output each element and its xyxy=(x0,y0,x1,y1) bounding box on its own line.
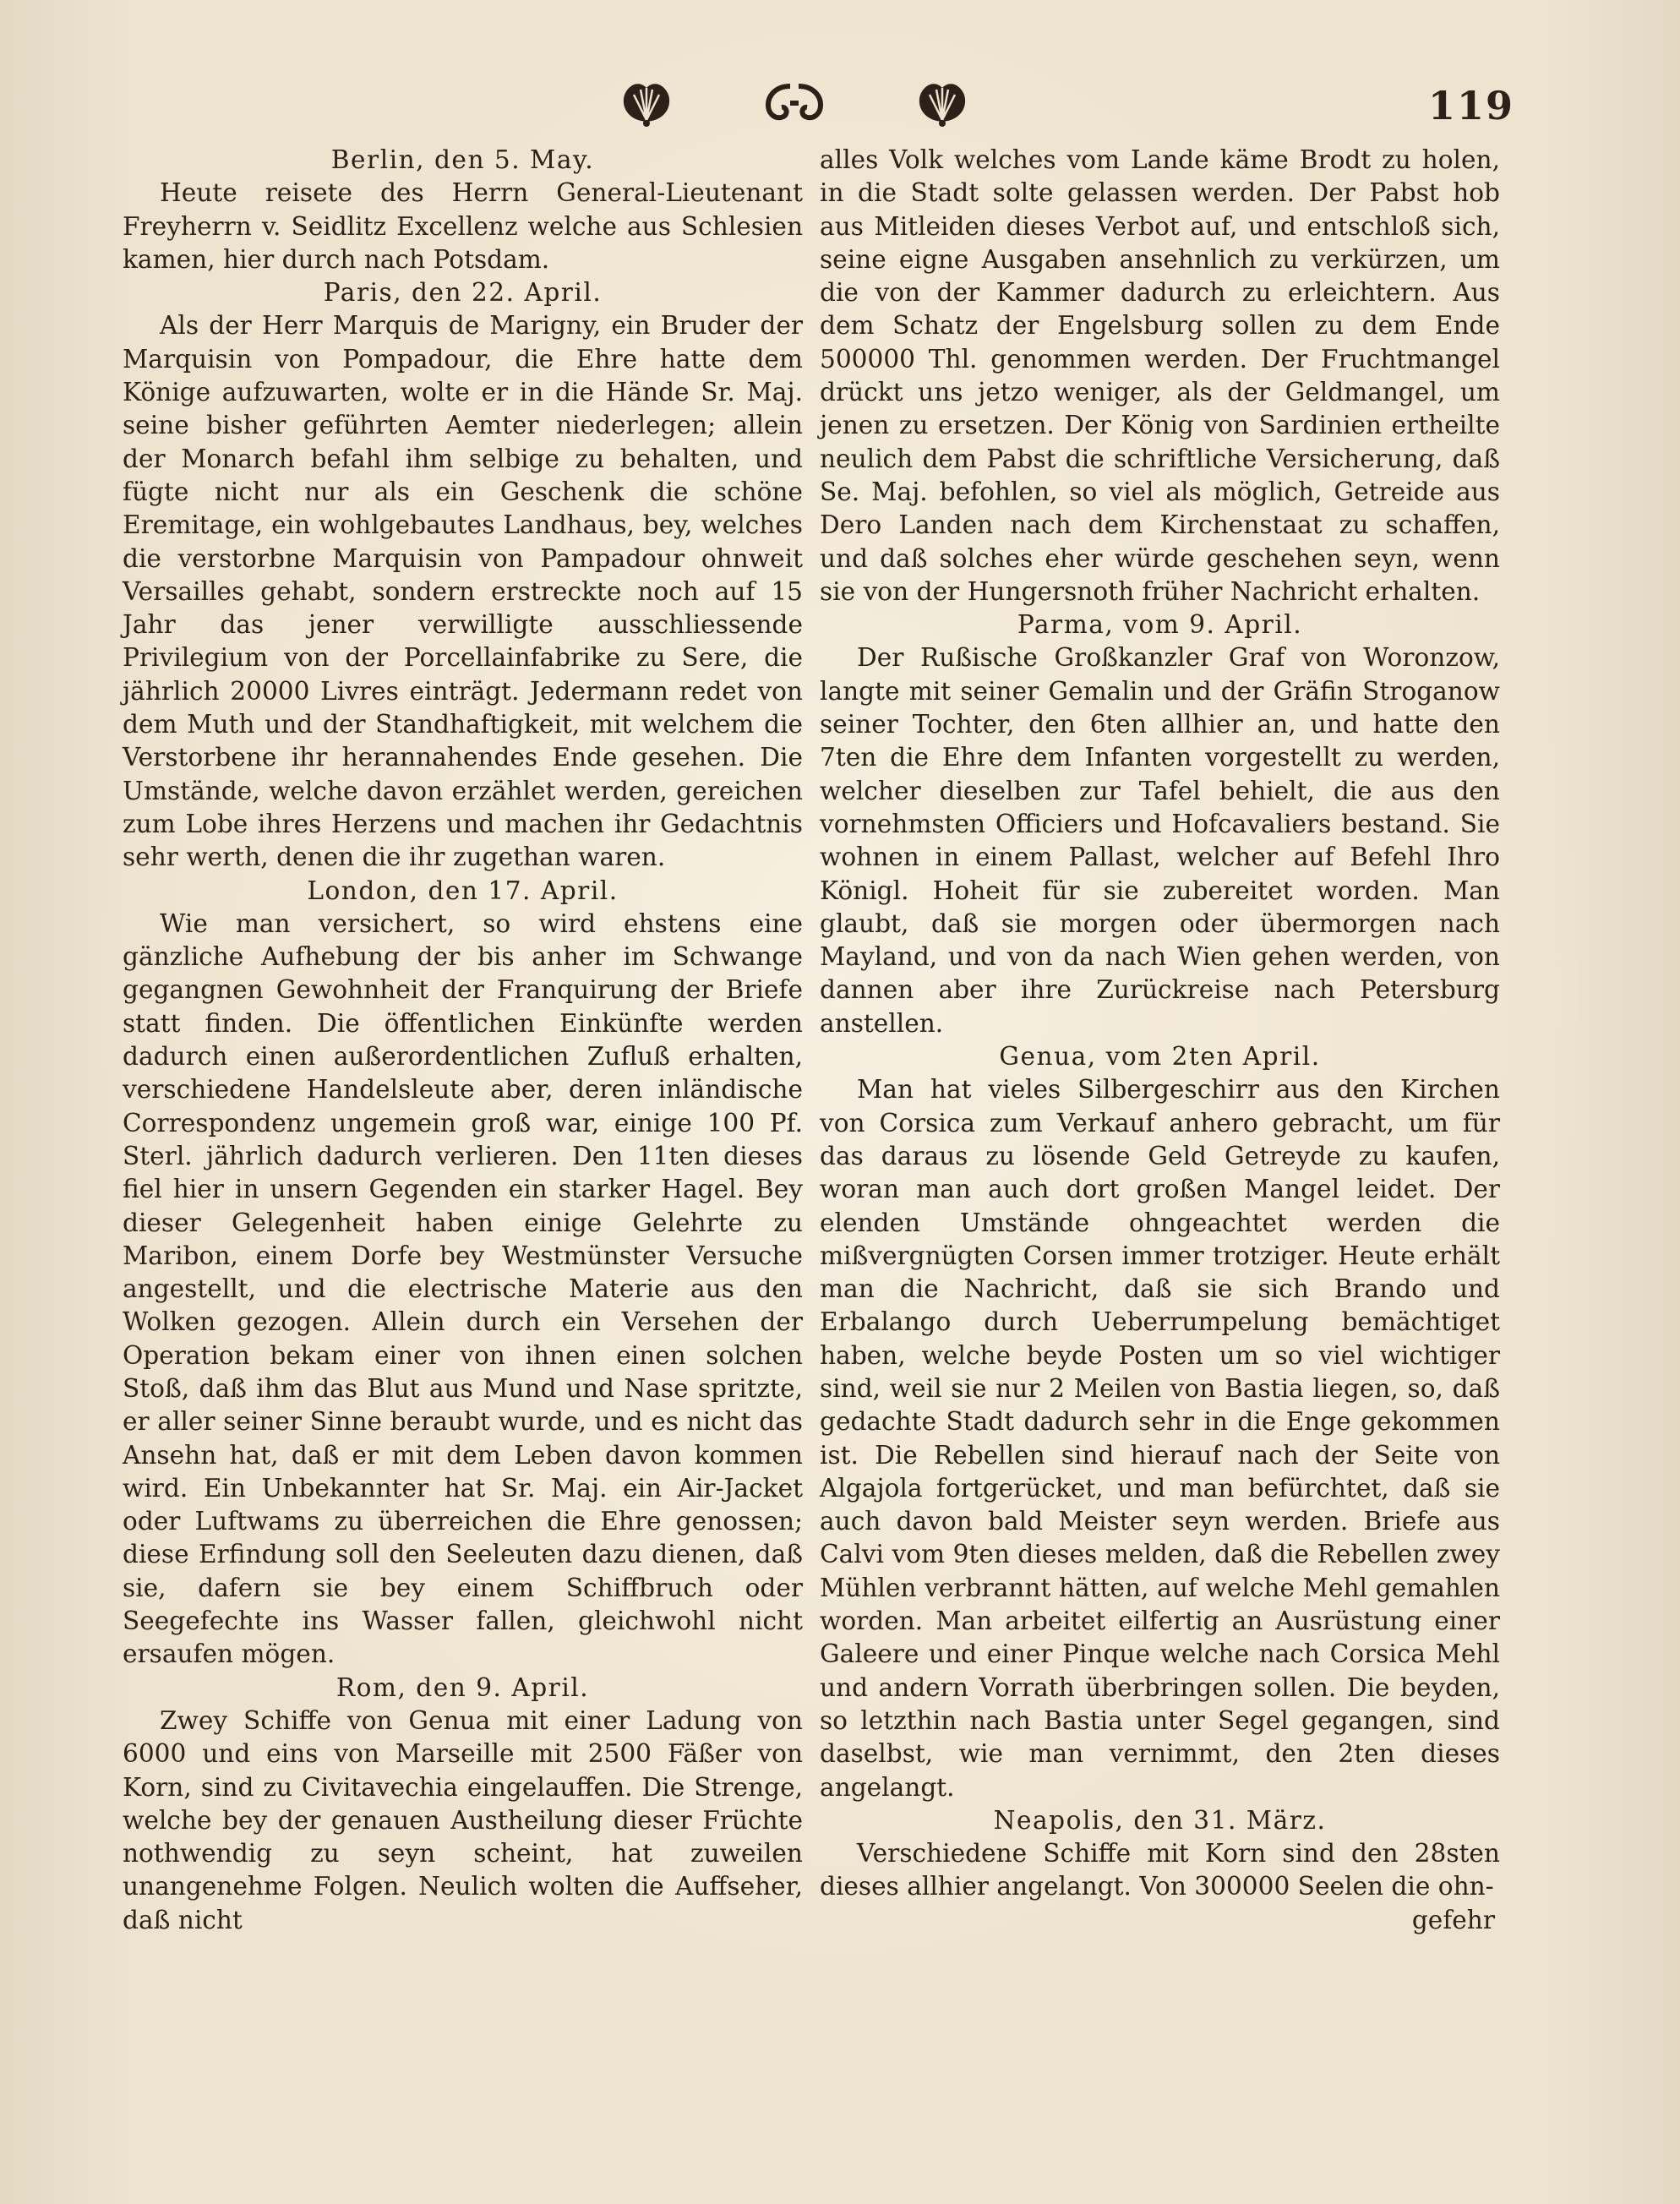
dateline-london: London, den 17. April. xyxy=(307,876,619,905)
article-paris: Als der Herr Marquis de Marigny, ein Bruder der Marquisin von Pompadour, die Ehre hatte dem Könige aufzuwarten, wolte er in die Hände Sr. Maj. seine bisher geführten Aemter niederlegen; allein der Monarch befahl ihm selbige zu behalten, und fügte nicht nur als ein Geschenk die schöne Eremitage, ein wohlgebautes Landhaus, bey, welches die verstorbne Marquisin von Pampadour ohnweit Versailles gehabt, sondern erstreckte noch auf 15 Jahr das jener verwilligte ausschliessende Privilegium von der Porcellainfabrike zu Sere, die jährlich 20000 Livres einträgt. Jedermann redet von dem Muth und der Standhaftigkeit, mit welchem die Verstorbene ihr herannahendes Ende gesehen. Die Umstände, welche davon erzählet werden, gereichen zum Lobe ihres Herzens und machen ihr Gedachtnis sehr werth, denen die ihr zugethan waren. xyxy=(123,311,803,872)
scroll-ornament-icon xyxy=(756,78,832,128)
article-rom-continued: alles Volk welches vom Lande käme Brodt zu holen, in die Stadt solte gelassen werden. Der Pabst hob aus Mitleiden dieses Verbot auf, und entschloß sich, seine eigne Ausgaben ansehnlich zu verkürzen, um die von der Kammer dadurch zu erleichtern. Aus dem Schatz der Engelsburg sollen zu dem Ende 500000 Thl. genommen werden. Der Fruchtmangel drückt uns jetzo weniger, als der Geldmangel, um jenen zu ersetzen. Der König von Sardinien ertheilte neulich dem Pabst die schriftliche Versicherung, daß Se. Maj. befohlen, so viel als möglich, Getreide aus Dero Landen nach dem Kirchenstaat zu schaffen, und daß solches eher würde geschehen seyn, wenn sie von der Hungersnoth früher Nachricht erhalten. xyxy=(820,145,1500,606)
article-genua: Man hat vieles Silbergeschirr aus den Kirchen von Corsica zum Verkauf anhero gebracht, um für das daraus zu lösende Geld Getreyde zu kaufen, woran man auch dort großen Mangel leidet. Der elenden Umstände ohngeachtet werden die mißvergnügten Corsen immer trotziger. Heute erhält man die Nachricht, daß sie sich Brando und Erbalango durch Ueberrumpelung bemächtiget haben, welche beyde Posten um so viel wichtiger sind, weil sie nur 2 Meilen von Bastia liegen, so, daß gedachte Stadt dadurch sehr in die Enge gekommen ist. Die Rebellen sind hierauf nach der Seite von Algajola fortgerücket, und man befürchtet, daß sie auch davon bald Meister seyn werden. Briefe aus Calvi vom 9ten dieses melden, daß die Rebellen zwey Mühlen verbrannt hätten, auf welche Mehl gemahlen worden. Man arbeitet eilfertig an Ausrüstung einer Galeere und einer Pinque welche nach Corsica Mehl und andern Vorrath überbringen sollen. Die beyden, so letzthin nach Bastia unter Segel gegangen, sind daselbst, wie man vernimmt, den 2ten dieses angelangt. xyxy=(820,1075,1500,1802)
catchword: gefehr xyxy=(1411,1905,1495,1934)
dateline-rom: Rom, den 9. April. xyxy=(335,1672,590,1702)
dateline-genua: Genua, vom 2ten April. xyxy=(999,1042,1321,1072)
article-parma: Der Rußische Großkanzler Graf von Woronzow, langte mit seiner Gemalin und der Gräfin Stroganow seiner Tochter, den 6ten allhier an, und hatte den 7ten die Ehre dem Infanten vorgestellt zu werden, welcher dieselben zur Tafel behielt, die aus den vornehmsten Officiers und Hofcavaliers bestand. Sie wohnen in einem Pallast, welcher auf Befehl Ihro Königl. Hoheit für sie zubereitet worden. Man glaubt, daß sie morgen oder übermorgen nach Mayland, und von da nach Wien gehen werden, von dannen aber ihre Zurückreise nach Petersburg anstellen. xyxy=(820,643,1500,1038)
dateline-berlin: Berlin, den 5. May. xyxy=(330,145,595,174)
page-number: 119 xyxy=(1428,83,1515,128)
right-column xyxy=(820,144,1500,1937)
left-column xyxy=(123,144,803,1937)
header-ornaments xyxy=(617,78,972,137)
dateline-paris: Paris, den 22. April. xyxy=(323,278,603,308)
dateline-neapolis: Neapolis, den 31. März. xyxy=(993,1805,1327,1835)
article-neapolis: Verschiedene Schiffe mit Korn sind den 28sten dieses allhier angelangt. Von 300000 Seelen die ohn- xyxy=(820,1839,1500,1901)
article-rom: Zwey Schiffe von Genua mit einer Ladung von 6000 und eins von Marseille mit 2500 Fäßer von Korn, sind zu Civitavechia eingelauffen. Die Strenge, welche bey der genauen Austheilung dieser Früchte nothwendig zu seyn scheint, hat zuweilen unangenehme Folgen. Neulich wolten die Auffseher, daß nicht xyxy=(123,1705,803,1934)
shell-ornament-left-icon xyxy=(617,78,676,128)
article-berlin: Heute reisete des Herrn General-Lieutenant Freyherrn v. Seidlitz Excellenz welche aus Schlesien kamen, hier durch nach Potsdam. xyxy=(123,178,803,274)
dateline-parma: Parma, vom 9. April. xyxy=(1017,610,1303,640)
article-london: Wie man versichert, so wird ehstens eine gänzliche Aufhebung der bis anher im Schwange gegangnen Gewohnheit der Franquirung der Briefe statt finden. Die öffentlichen Einkünfte werden dadurch einen außerordentlichen Zufluß erhalten, verschiedene Handelsleute aber, deren inländische Correspondenz ungemein groß war, einige 100 Pf. Sterl. jährlich dadurch verlieren. Den 11ten dieses fiel hier in unsern Gegenden ein starker Hagel. Bey dieser Gelegenheit haben einige Gelehrte zu Maribon, einem Dorfe bey Westmünster Versuche angestellt, und die electrische Materie aus den Wolken gezogen. Allein durch ein Versehen der Operation bekam einer von ihnen einen solchen Stoß, daß ihm das Blut aus Mund und Nase spritzte, er aller seiner Sinne beraubt wurde, und es nicht das Ansehn hat, daß er mit dem Leben davon kommen wird. Ein Unbekannter hat Sr. Maj. ein Air-Jacket oder Luftwams zu überreichen die Ehre genossen; diese Erfindung soll den Seeleuten dazu dienen, daß sie, dafern sie bey einem Schiffbruch oder Seegefechte ins Wasser fallen, gleichwohl nicht ersaufen mögen. xyxy=(123,908,803,1669)
shell-ornament-right-icon xyxy=(913,78,972,128)
